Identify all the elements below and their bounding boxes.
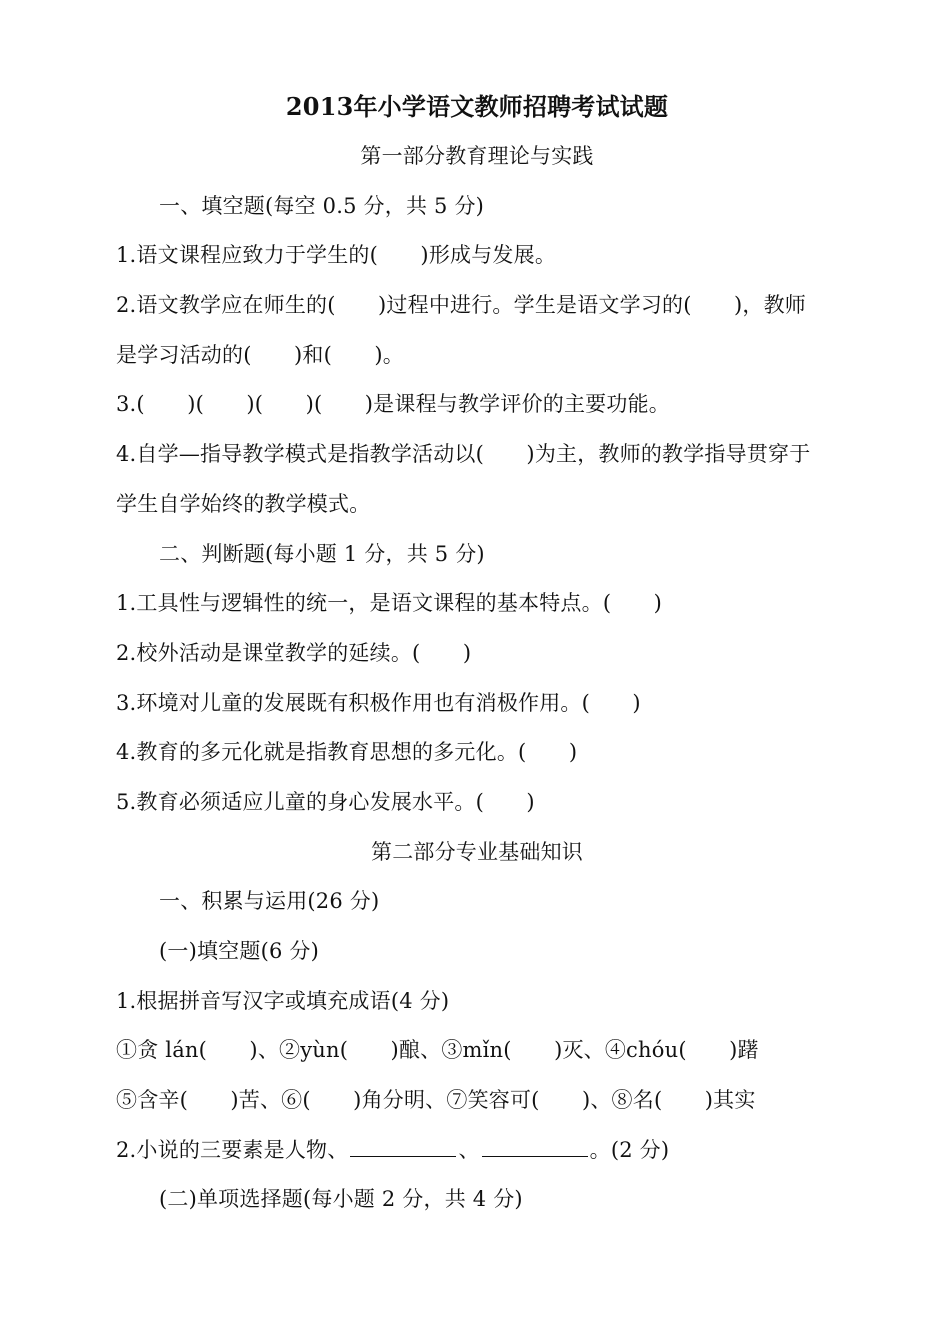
pinyin-line-1: ①贪 lán( )、②yùn( )酿、③mǐn( )灭、④chóu( )躇: [116, 1038, 759, 1063]
part1-heading: 第一部分教育理论与实践: [360, 144, 594, 168]
fill-question-2-cont: 是学习活动的( )和( )。: [116, 342, 404, 367]
part1-section2-heading: 二、判断题(每小题 1 分，共 5 分): [159, 541, 485, 566]
part2-heading: 第二部分专业基础知识: [371, 839, 583, 864]
pinyin-question-1: 1.根据拼音写汉字或填充成语(4 分): [116, 988, 450, 1013]
judge-question-1: 1.工具性与逻辑性的统一，是语文课程的基本特点。( ): [116, 591, 663, 616]
part1-section1-heading: 一、填空题(每空 0.5 分，共 5 分): [159, 193, 485, 218]
novel-question-separator: 、: [458, 1137, 480, 1162]
fill-question-3: 3.( )( )( )( )是课程与教学评价的主要功能。: [116, 392, 670, 417]
novel-question-suffix: 。(2 分): [589, 1137, 670, 1162]
novel-question-prefix: 2.小说的三要素是人物、: [116, 1137, 349, 1162]
fill-question-1: 1.语文课程应致力于学生的( )形成与发展。: [116, 243, 557, 268]
answer-blank-2[interactable]: [482, 1132, 588, 1157]
part2-sub1-heading: (一)填空题(6 分): [159, 939, 320, 963]
fill-question-4-cont: 学生自学始终的教学模式。: [116, 491, 371, 516]
judge-question-2: 2.校外活动是课堂教学的延续。( ): [116, 640, 472, 665]
judge-question-5: 5.教育必须适应儿童的身心发展水平。( ): [116, 789, 535, 814]
part2-section1-heading: 一、积累与运用(26 分): [159, 889, 380, 914]
pinyin-line-2: ⑤含辛( )苦、⑥( )角分明、⑦笑容可( )、⑧名( )其实: [116, 1088, 756, 1113]
judge-question-3: 3.环境对儿童的发展既有积极作用也有消极作用。( ): [116, 690, 641, 715]
novel-question-2: [116, 1126, 838, 1176]
exam-page: [116, 82, 838, 1225]
answer-blank-1[interactable]: [350, 1132, 456, 1157]
fill-question-4: 4.自学—指导教学模式是指教学活动以( )为主，教师的教学指导贯穿于: [116, 442, 811, 467]
part2-sub2-heading: (二)单项选择题(每小题 2 分，共 4 分): [159, 1187, 523, 1212]
fill-question-2: 2.语文教学应在师生的( )过程中进行。学生是语文学习的( )，教师: [116, 293, 807, 318]
judge-question-4: 4.教育的多元化就是指教育思想的多元化。( ): [116, 740, 578, 765]
exam-title: 2013年小学语文教师招聘考试试题: [285, 92, 669, 121]
